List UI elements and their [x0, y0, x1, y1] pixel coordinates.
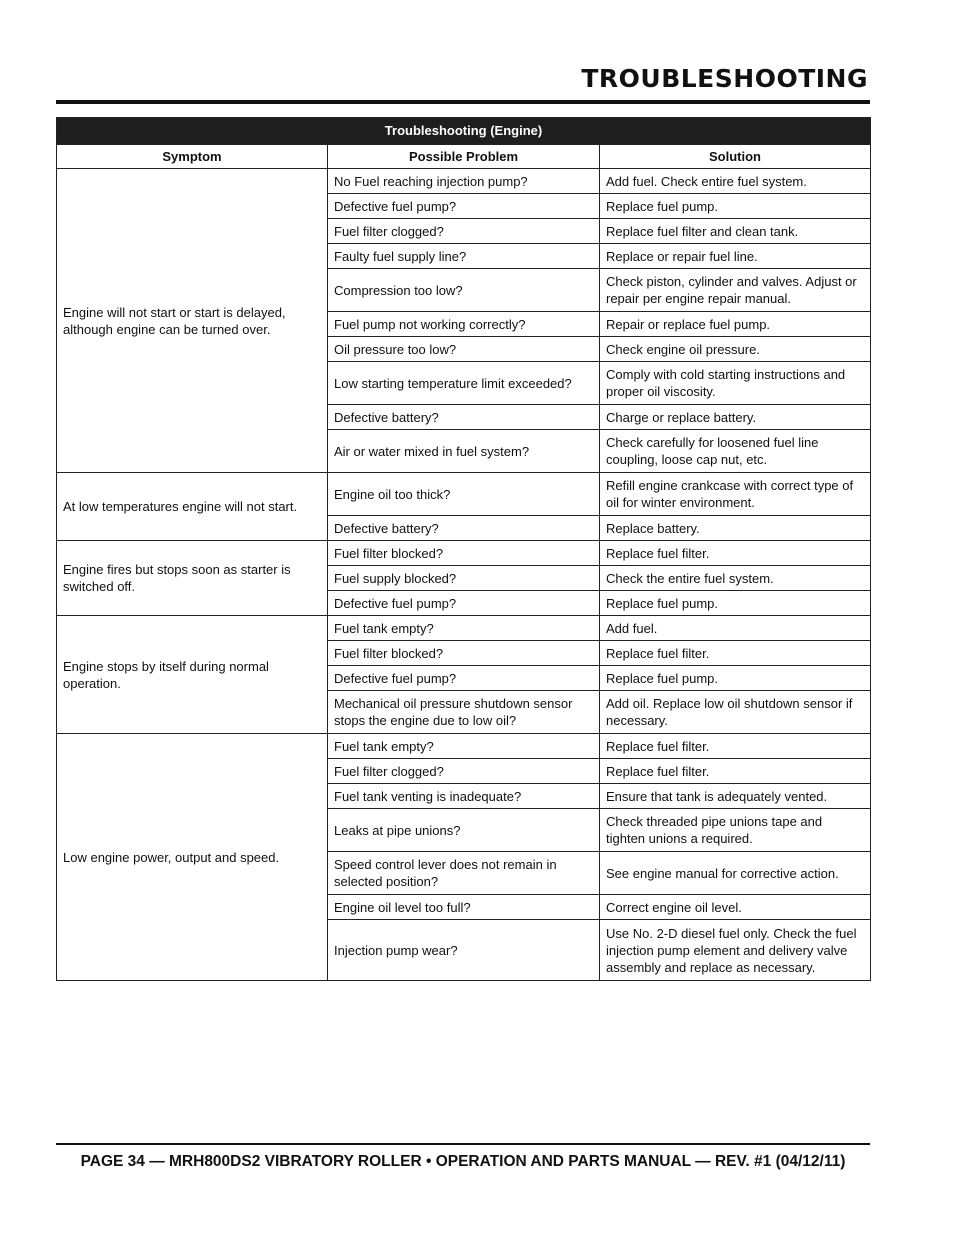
header-row [57, 145, 871, 169]
solution-cell: Replace fuel pump. [600, 194, 871, 219]
problem-cell: Fuel filter blocked? [328, 541, 600, 566]
solution-cell: Repair or replace fuel pump. [600, 312, 871, 337]
solution-cell: Replace fuel filter. [600, 641, 871, 666]
solution-cell: Comply with cold starting instructions and proper oil viscosity. [600, 362, 871, 405]
solution-cell: Check engine oil pressure. [600, 337, 871, 362]
solution-cell: Use No. 2-D diesel fuel only. Check the fuel injection pump element and delivery valve assembly and replace as necessary. [600, 920, 871, 981]
symptom-cell: Low engine power, output and speed. [57, 734, 328, 981]
problem-cell: Fuel filter clogged? [328, 759, 600, 784]
solution-cell: Add fuel. [600, 616, 871, 641]
table-row [57, 473, 871, 516]
solution-cell: Add oil. Replace low oil shutdown sensor if necessary. [600, 691, 871, 734]
solution-cell: Refill engine crankcase with correct type of oil for winter environment. [600, 473, 871, 516]
table-row [57, 734, 871, 759]
solution-cell: Replace fuel pump. [600, 591, 871, 616]
problem-cell: Fuel filter clogged? [328, 219, 600, 244]
solution-cell: Ensure that tank is adequately vented. [600, 784, 871, 809]
solution-cell: Check carefully for loosened fuel line coupling, loose cap nut, etc. [600, 430, 871, 473]
problem-cell: Engine oil too thick? [328, 473, 600, 516]
solution-cell: Replace fuel pump. [600, 666, 871, 691]
problem-cell: Fuel tank empty? [328, 734, 600, 759]
solution-cell: Replace or repair fuel line. [600, 244, 871, 269]
problem-cell: Fuel tank empty? [328, 616, 600, 641]
table-row [57, 616, 871, 641]
troubleshooting-table [56, 117, 871, 981]
problem-cell: Injection pump wear? [328, 920, 600, 981]
solution-cell: Replace fuel filter. [600, 759, 871, 784]
symptom-cell: Engine stops by itself during normal operation. [57, 616, 328, 734]
table-caption: Troubleshooting (Engine) [56, 117, 871, 144]
header-solution: Solution [600, 145, 871, 169]
problem-cell: Engine oil level too full? [328, 895, 600, 920]
problem-cell: Fuel filter blocked? [328, 641, 600, 666]
problem-cell: Low starting temperature limit exceeded? [328, 362, 600, 405]
table-body [57, 169, 871, 981]
problem-cell: Faulty fuel supply line? [328, 244, 600, 269]
solution-cell: Replace fuel filter and clean tank. [600, 219, 871, 244]
symptom-cell: At low temperatures engine will not start. [57, 473, 328, 541]
symptom-cell: Engine will not start or start is delayed, although engine can be turned over. [57, 169, 328, 473]
problem-cell: Fuel pump not working correctly? [328, 312, 600, 337]
table-row [57, 541, 871, 566]
header-symptom: Symptom [57, 145, 328, 169]
solution-cell: Correct engine oil level. [600, 895, 871, 920]
problem-cell: No Fuel reaching injection pump? [328, 169, 600, 194]
solution-cell: Replace fuel filter. [600, 734, 871, 759]
page-title: TROUBLESHOOTING [581, 64, 868, 93]
title-rule [56, 100, 870, 104]
footer-rule [56, 1143, 870, 1145]
problem-cell: Fuel tank venting is inadequate? [328, 784, 600, 809]
problem-cell: Compression too low? [328, 269, 600, 312]
solution-cell: Check threaded pipe unions tape and tighten unions a required. [600, 809, 871, 852]
solution-cell: Check the entire fuel system. [600, 566, 871, 591]
solution-cell: Replace battery. [600, 516, 871, 541]
table-row [57, 169, 871, 194]
solution-cell: See engine manual for corrective action. [600, 852, 871, 895]
solution-cell: Add fuel. Check entire fuel system. [600, 169, 871, 194]
problem-cell: Defective battery? [328, 516, 600, 541]
solution-cell: Replace fuel filter. [600, 541, 871, 566]
problem-cell: Defective fuel pump? [328, 194, 600, 219]
problem-cell: Leaks at pipe unions? [328, 809, 600, 852]
problem-cell: Defective battery? [328, 405, 600, 430]
page-footer: PAGE 34 — MRH800DS2 VIBRATORY ROLLER • OPERATION AND PARTS MANUAL — REV. #1 (04/12/11) [80, 1153, 846, 1170]
problem-cell: Air or water mixed in fuel system? [328, 430, 600, 473]
problem-cell: Oil pressure too low? [328, 337, 600, 362]
problem-cell: Mechanical oil pressure shutdown sensor stops the engine due to low oil? [328, 691, 600, 734]
header-possible-problem: Possible Problem [328, 145, 600, 169]
problem-cell: Defective fuel pump? [328, 666, 600, 691]
problem-cell: Fuel supply blocked? [328, 566, 600, 591]
solution-cell: Check piston, cylinder and valves. Adjust or repair per engine repair manual. [600, 269, 871, 312]
solution-cell: Charge or replace battery. [600, 405, 871, 430]
problem-cell: Defective fuel pump? [328, 591, 600, 616]
symptom-cell: Engine fires but stops soon as starter is switched off. [57, 541, 328, 616]
problem-cell: Speed control lever does not remain in selected position? [328, 852, 600, 895]
